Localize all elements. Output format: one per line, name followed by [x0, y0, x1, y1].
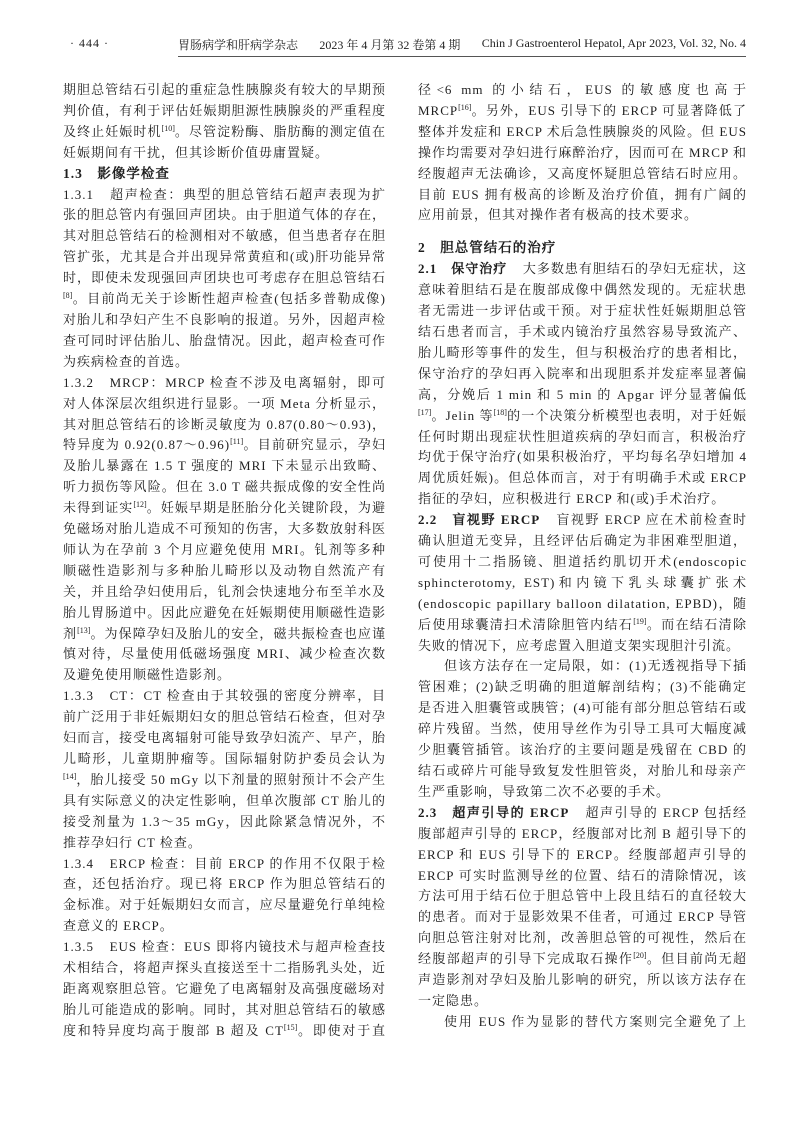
text-run: 期胆总管结石引起的重症急性胰腺炎有较大的早期预判价值，有利于评估妊娠期胆源性胰腺炎的严重程度及终止妊娠时机 [63, 82, 386, 139]
running-header [0, 36, 800, 54]
text-run: 盲视野 ERCP 应在术前检查时确认胆道无变异，且经评估后确定为非困难型胆道，可使用十二指肠镜、胆道括约肌切开术(endoscopic sphincterotomy, EST)和内镜下乳头球囊扩张术(endoscopic papillary balloon dilatation, EPBD)，随后使用球囊清扫术清除胆管内结石 [418, 512, 747, 632]
citation-ref[interactable]: [10] [161, 123, 175, 133]
paragraph [418, 510, 747, 656]
text-run: 使用 EUS 作为显影的替代方案则完全避免了上 [444, 1013, 747, 1029]
text-run: 径<6 mm 的小结石，EUS 的敏感度也高于 MRCP [418, 82, 747, 118]
paragraph [63, 373, 386, 687]
text-run: 超声检查：典型的胆总管结石超声表现为扩张的胆总管内有强回声团块。由于胆道气体的存在，其对胆总管结石的检测相对不敏感，但当患者存在胆管扩张，尤其是合并出现异常黄疸和(或)肝功能异常时，即使未发现强回声团块也可考虑存在胆总管结石 [63, 186, 386, 286]
text-run: 2 胆总管结石的治疗 [418, 240, 557, 256]
paragraph [63, 937, 386, 1042]
text-run: 。但目前尚无超声造影剂对孕妇及胎儿影响的研究，所以该方法存在一定隐患。 [418, 951, 747, 1008]
text-run: 1.3 影像学检查 [63, 165, 170, 181]
paragraph [63, 854, 386, 938]
text-run: ，胎儿接受 50 mGy 以下剂量的照射预计不会产生具有实际意义的决定性影响，但单次腹部 CT 胎儿的接受剂量为 1.3～35 mGy，因此除紧急情况外，不推荐孕妇行 CT 检查。 [63, 771, 386, 850]
citation-ref[interactable]: [12] [133, 500, 147, 510]
text-run: 。为保障孕妇及胎儿的安全，磁共振检查也应谨慎对待，尽量使用低磁场强度 MRI、减少检查次数及避免使用顺磁性造影剂。 [63, 625, 386, 683]
paragraph-lead: 2.1 保守治疗 [418, 261, 508, 277]
paragraph-lead: 2.3 超声引导的 ERCP [418, 804, 570, 820]
paragraph [418, 656, 747, 802]
paragraph [418, 80, 747, 226]
text-run: 。另外，EUS 引导下的 ERCP 可显著降低了整体并发症和 ERCP 术后急性胰腺炎的风险。但 EUS 操作均需要对孕妇进行麻醉治疗，因而可在 MRCP 和经腹超声无法确诊，又高度怀疑胆总管结石时应用。目前 EUS 拥有极高的诊断及治疗价值，拥有广阔的应用前景，但其对操作者有极高的技术要求。 [418, 102, 747, 223]
page-number: · 444 · [70, 36, 109, 50]
citation-ref[interactable]: [17] [418, 407, 432, 417]
text-run: 。即使对于直 [297, 1022, 386, 1038]
paragraph-lead: 1.3.2 [63, 374, 94, 390]
section-heading [418, 238, 747, 259]
text-run: 。妊娠早期是胚胎分化关键阶段，为避免磁场对胎儿造成不可预知的伤害，大多数放射科医师认为在孕前 3 个月应避免使用 MRI。钆剂等多种顺磁性造影剂与多种胎儿畸形以及动物自然流产有关，并且给孕妇使用后，钆剂会快速地分布至羊水及胎儿胃肠道中。因此应避免在妊娠期使用顺磁性造影剂 [63, 500, 386, 641]
citation-ref[interactable]: [18] [493, 407, 507, 417]
citation-ref[interactable]: [20] [633, 951, 647, 961]
text-run: MRCP：MRCP 检查不涉及电离辐射，即可对人体深层次组织进行显影。一项 Meta 分析显示，其对胆总管结石的诊断灵敏度为 0.87(0.80～0.93)，特异度为 0.92(0.87～0.96) [63, 374, 386, 453]
left-column [63, 80, 386, 1042]
paragraph [418, 803, 747, 1012]
citation-ref[interactable]: [13] [77, 625, 91, 635]
text-run: 大多数患有胆结石的孕妇无症状，这意味着胆结石是在腹部成像中偶然发现的。无症状患者无需进一步评估或干预。对于症状性妊娠期胆总管结石患者而言，手术或内镜治疗虽然容易导致流产、胎儿畸形等事件的发生，但与积极治疗的患者相比，保守治疗的孕妇再入院率和出现胆系并发症率显著偏高，分娩后 1 min 和 5 min 的 Apgar 评分显著偏低 [418, 261, 747, 402]
paragraph [63, 185, 386, 373]
paragraph [63, 686, 386, 853]
text-run: 超声引导的 ERCP 包括经腹部超声引导的 ERCP，经腹部对比剂 B 超引导下的 ERCP 和 EUS 引导下的 ERCP。经腹部超声引导的 ERCP 可实时监测导丝的位置、结石的清除情况，该方法可用于结石位于胆总管中上段且结石的直径较大的患者。而对于显影效果不佳者，可通过 ERCP 导管向胆总管注射对比剂，改善胆总管的可视性，然后在经腹部超声的引导下完成取石操作 [418, 804, 747, 967]
paragraph [418, 1012, 747, 1033]
text-run: 。Jelin 等 [431, 407, 494, 423]
text-run: 。目前研究显示，孕妇及胎儿暴露在 1.5 T 强度的 MRI 下未显示出致畸、听力损伤等风险。但在 3.0 T 磁共振成像的安全性尚未得到证实 [63, 437, 386, 516]
paragraph [63, 80, 386, 164]
citation-ref[interactable]: [19] [633, 616, 647, 626]
citation-ref[interactable]: [15] [283, 1022, 298, 1032]
journal-name-cn: 胃肠病学和肝病学杂志 [178, 38, 299, 52]
right-column [418, 80, 747, 1033]
paragraph-lead: 1.3.4 [63, 855, 94, 871]
text-run: CT：CT 检查由于其较强的密度分辨率，目前广泛用于非妊娠期妇女的胆总管结石检查，但对孕妇而言，接受电离辐射可能导致孕妇流产、早产，胎儿畸形，儿童期肿瘤等。国际辐射防护委员会认为 [63, 688, 386, 766]
paragraph-lead: 1.3.1 [63, 186, 94, 202]
citation-ref[interactable]: [8] [63, 291, 73, 301]
paragraph-lead: 2.2 盲视野 ERCP [418, 512, 541, 528]
paragraph-lead: 1.3.5 [63, 939, 94, 955]
text-run: 的一个决策分析模型也表明，对于妊娠任何时期出现症状性胆道疾病的孕妇而言，积极治疗均优于保守治疗(如果积极治疗，平均每名孕妇增加 4 周优质妊娠)。但总体而言，对于有明确手术或 ERCP 指征的孕妇，应积极进行 ERCP 和(或)手术治疗。 [418, 407, 747, 507]
paragraph [418, 259, 747, 510]
text-run: 但该方法存在一定局限，如：(1)无透视指导下插管困难；(2)缺乏明确的胆道解剖结构；(3)不能确定是否进入胆囊管或胰管；(4)可能有部分胆总管结石或碎片残留。当然，使用导丝作为引导工具可大幅度减少胆囊管插管。该治疗的主要问题是残留在 CBD 的结石或碎片可能导致复发性胆管炎，对胎儿和母亲产生严重影响，导致第二次不必要的手术。 [418, 658, 747, 799]
citation-ref[interactable]: [16] [458, 102, 472, 112]
text-run: 。目前尚无关于诊断性超声检查(包括多普勒成像)对胎儿和孕妇产生不良影响的报道。另外，因超声检查可同时评估胎儿、胎盘情况。因此，超声检查可作为疾病检查的首选。 [63, 291, 386, 369]
text-run: 。尽管淀粉酶、脂肪酶的测定值在妊娠期间有干扰，但其诊断价值毋庸置疑。 [63, 123, 386, 160]
citation-ref[interactable]: [11] [230, 437, 244, 447]
paragraph-lead: 1.3.3 [63, 688, 94, 704]
issue-cn: 2023 年 4 月第 32 卷第 4 期 [319, 38, 461, 52]
journal-header [178, 36, 746, 57]
citation-ref[interactable]: [14] [63, 771, 77, 781]
journal-citation-en: Chin J Gastroenterol Hepatol, Apr 2023, Vol. 32, No. 4 [481, 36, 746, 50]
subsection-heading [63, 164, 386, 185]
text-run: ERCP 检查：目前 ERCP 的作用不仅限于检查，还包括治疗。现已将 ERCP 作为胆总管结石的金标准。对于妊娠期妇女而言，应尽量避免行单纯检查意义的 ERCP。 [63, 855, 386, 934]
text-run: EUS 检查：EUS 即将内镜技术与超声检查技术相结合，将超声探头直接送至十二指肠乳头处，近距离观察胆总管。它避免了电离辐射及高强度磁场对胎儿可能造成的影响。同时，其对胆总管结石的敏感度和特异度均高于腹部 B 超及 CT [63, 939, 386, 1038]
text-run: 。而在结石清除失败的情况下，应考虑置入胆道支架实现胆汁引流。 [418, 616, 747, 653]
